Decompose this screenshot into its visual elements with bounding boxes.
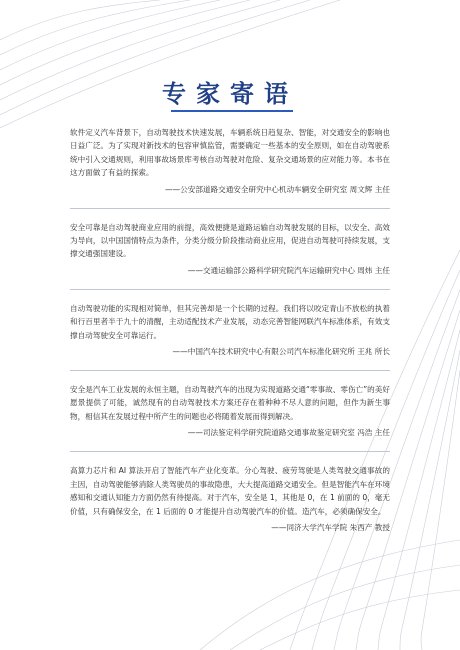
testimonial-section xyxy=(70,464,390,534)
testimonial-signature: ——中国汽车技术研究中心有限公司汽车标准化研究所 王兆 所长 xyxy=(172,347,390,357)
testimonial-signature: ——司法鉴定科学研究院道路交通事故鉴定研究室 冯浩 主任 xyxy=(187,428,390,438)
testimonial-signature: ——同济大学汽车学院 朱西产 教授 xyxy=(271,522,390,532)
testimonial-section xyxy=(70,126,390,196)
section-divider xyxy=(70,289,390,290)
testimonial-text: 高算力芯片和 AI 算法开启了智能汽车产业化变革。分心驾驶、疲劳驾驶是人类驾驶交通事故的主因，自动驾驶能够消除人类驾驶员的事故隐患，大大提高道路交通安全。但是智能汽车在环境感知和交通认知能力方面仍然有待提高。对于汽车，安全是 1，其他是 0，在 1 前面的 0，毫无价值，只有确保安全，在 1 后面的 0 才能提升自动驾驶汽车的价值。造汽车，必须确保安全。 xyxy=(70,466,390,516)
testimonial-text: 安全可靠是自动驾驶商业应用的前提，高效便捷是道路运输自动驾驶发展的目标，以安全、高效为导向，以中国国情特点为条件，分类分级分阶段推动商业应用，促进自动驾驶可持续发展，支撑交通强国建设。 xyxy=(70,222,390,259)
testimonial-signature: ——交通运输部公路科学研究院汽车运输研究中心 周炜 主任 xyxy=(187,265,390,275)
section-divider xyxy=(70,451,390,452)
testimonial-signature: ——公安部道路交通安全研究中心机动车辆安全研究室 周文辉 主任 xyxy=(164,184,390,194)
section-divider xyxy=(70,208,390,209)
testimonial-section xyxy=(70,221,390,277)
testimonial-text: 安全是汽车工业发展的永恒主题，自动驾驶汽车的出现为实现道路交通“零事故、零伤亡”的美好愿景提供了可能，诚然现有的自动驾驶技术方案还存在着种种不尽人意的问题，但作为新生事物，相信其在发展过程中所产生的问题也必将随着发展而得到解决。 xyxy=(70,385,390,421)
page-title: 专家寄语 xyxy=(162,80,298,108)
section-divider xyxy=(70,370,390,371)
testimonial-section xyxy=(70,383,390,439)
testimonial-text: 自动驾驶功能的实现相对简单，但其完善却是一个长期的过程。我们将以咬定青山不放松的执着和行百里者半于九十的清醒，主动适配技术产业发展，动态完善智能网联汽车标准体系，有效支撑自动驾驶安全可靠运行。 xyxy=(70,303,390,340)
testimonial-section xyxy=(70,302,390,358)
title-underline xyxy=(171,110,293,112)
testimonials xyxy=(70,126,390,534)
testimonial-text: 软件定义汽车背景下，自动驾驶技术快速发展，车辆系统日趋复杂、智能，对交通安全的影响也日益广泛。为了实现对新技术的包容审慎监管，需要确定一些基本的安全原则，如在自动驾驶系统中引入交通规则，利用事故场景库考核自动驾驶对危险、复杂交通场景的应对能力等。本书在这方面做了有益的探索。 xyxy=(70,128,390,178)
